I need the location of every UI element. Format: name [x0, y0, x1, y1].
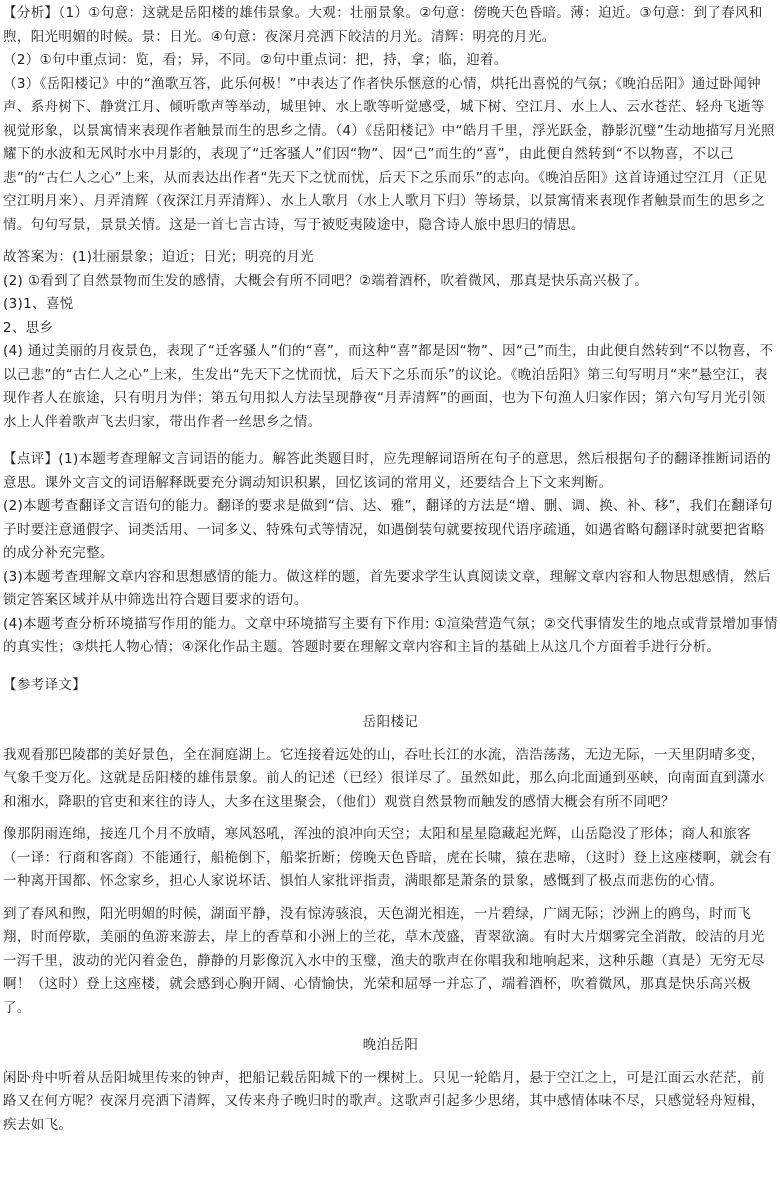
comment-section	[3, 448, 778, 660]
analysis-paragraph: 【分析】（1）①句意：这就是岳阳楼的雄伟景象。大观：壮丽景象。②句意：傍晚天色昏暗。薄：迫近。③句意：到了春风和煦，阳光明媚的时候。景：日光。④句意：夜深月亮洒下皎洁的月光。清辉：明亮的月光。	[3, 5, 763, 45]
comment-line: 【点评】(1)本题考查理解文言词语的能力。解答此类题目时，应先理解词语所在句子的意思，然后根据句子的翻译推断词语的意思。课外文言文的词语解释既要充分调动知识积累，回忆该词的常用义，还要结合上下文来判断。	[3, 451, 772, 491]
translation-title: 岳阳楼记	[362, 714, 419, 730]
translation-section	[3, 674, 778, 1138]
comment-line: (3)本题考查理解文章内容和思想感情的能力。做这样的题，首先要求学生认真阅读文章，理解文章内容和人物思想感情，然后锁定答案区域并从中筛选出符合题目要求的语句。	[3, 568, 772, 608]
answer-line: (4) 通过美丽的月夜景色，表现了“迁客骚人”们的“喜”，而这种“喜”都是因“物”、因“己”而生，由此便自然转到“不以物喜，不以己悲”的“古仁人之心”上来，生发出“先天下之忧而忧，后天下之乐而乐”的议论。《晚泊岳阳》第三句写明月“来”悬空江，表现作者人在旅途，只有明月为伴；第五句用拟人方法呈现静夜“月弄清辉”的画面，也为下句渔人归家作因；第六句写月光引领水上人伴着歌声飞去归家，带出作者一丝思乡之情。	[3, 343, 774, 430]
translation-paragraph: 闲卧舟中听着从岳阳城里传来的钟声，把船记载岳阳城下的一棵树上。只见一轮皓月，悬于空江之上，可是江面云水茫茫，前路又在何方呢？夜深月亮洒下清辉，又传来舟子晚归时的歌声。这歌声引起多少思绪，其中感情体味不尽，只感觉轻舟短楫，疾去如飞。	[3, 1069, 765, 1133]
analysis-paragraph: （2）①句中重点词：览，看；异，不同。②句中重点词：把，持，拿；临，迎着。	[3, 52, 508, 68]
answer-line: (3)1、喜悦	[3, 296, 74, 312]
translation-paragraph: 到了春风和煦，阳光明媚的时候，湖面平静，没有惊涛骇浪，天色湖光相连，一片碧绿，广阔无际；沙洲上的鸥鸟，时而飞翔，时而停歇，美丽的鱼游来游去，岸上的香草和小洲上的兰花，草木茂盛，青翠欲滴。有时大片烟雾完全消散，皎洁的月光一泻千里，波动的光闪着金色，静静的月影像沉入水中的玉璧，渔夫的歌声在你唱我和地响起来，这种乐趣（真是）无穷无尽啊！（这时）登上这座楼，就会感到心胸开阔、心情愉快，光荣和屈辱一并忘了，端着酒杯，吹着微风，那真是快乐高兴极了。	[3, 905, 765, 1016]
analysis-section	[3, 2, 778, 237]
translation-title: 晚泊岳阳	[362, 1037, 419, 1053]
translation-header: 【参考译文】	[3, 676, 87, 693]
answer-section	[3, 246, 778, 434]
translation-paragraph: 我观看那巴陵郡的美好景色，全在洞庭湖上。它连接着远处的山，吞吐长江的水流，浩浩荡荡，无边无际，一天里阴晴多变，气象千变万化。这就是岳阳楼的雄伟景象。前人的记述（已经）很详尽了。虽然如此，那么向北面通到巫峡，向南面直到潇水和湘水，降职的官吏和来往的诗人，大多在这里聚会，（他们）观赏自然景物而触发的感情大概会有所不同吧？	[3, 746, 765, 810]
answer-line: (2) ①看到了自然景物而生发的感情，大概会有所不同吧？②端着酒杯，吹着微风，那真是快乐高兴极了。	[3, 272, 649, 289]
comment-line: (4)本题考查分析环境描写作用的能力。文章中环境描写主要有下作用: ①渲染营造气氛；②交代事情发生的地点或背景增加事情的真实性；③烘托人物心情；④深化作品主题。答题时要在理解文章内容和主旨的基础上从这几个方面着手进行分析。	[3, 615, 778, 655]
translation-paragraph: 像那阴雨连绵，接连几个月不放晴，寒风怒吼，浑浊的浪冲向天空；太阳和星星隐藏起光辉，山岳隐没了形体；商人和旅客（一译：行商和客商）不能通行，船桅倒下，船桨折断；傍晚天色昏暗，虎在长啸，猿在悲啼，（这时）登上这座楼啊，就会有一种离开国都、怀念家乡，担心人家说坏话、惧怕人家批评指责，满眼都是萧条的景象，感慨到了极点而悲伤的心情。	[3, 826, 772, 889]
answer-line: 故答案为：(1)壮丽景象；迫近；日光；明亮的月光	[3, 249, 315, 265]
answer-line: 2、思乡	[3, 319, 54, 336]
analysis-paragraph: （3）《岳阳楼记》中的“渔歌互答，此乐何极！”中表达了作者快乐惬意的心情，烘托出喜悦的气氛；《晚泊岳阳》通过卧闻钟声、系舟树下、静赏江月、倾听歌声等举动，城里钟、水上歌等听觉感受，城下树、空江月、水上人、云水苍茫、轻舟飞逝等视觉形象，以景寓情来表现作者触景而生的思乡之情。（4）《岳阳楼记》中“皓月千里，浮光跃金，静影沉璧”生动地描写月光照耀下的水波和无风时水中月影的，表现了“迁客骚人”们因“物”、因“己”而生的“喜”，由此便自然转到“不以物喜，不以己悲”的“古仁人之心”上来，从而表达出作者“先天下之忧而忧，后天下之乐而乐”的志向。《晚泊岳阳》这首诗通过空江月（正见空江明月来）、月弄清辉（夜深江月弄清辉）、水上人歌月（水上人歌月下归）等场景，以景寓情来表现作者触景而生的思乡之情。句句写景，景景关情。这是一首七言古诗，写于被贬夷陵途中，隐含诗人旅中思归的情思。	[3, 75, 775, 233]
comment-line: (2)本题考查翻译文言语句的能力。翻译的要求是做到“信、达、雅”，翻译的方法是“增、删、调、换、补、移”，我们在翻译句子时要注意通假字、词类活用、一词多义、特殊句式等情况，如遇倒装句就要按现代语序疏通，如遇省略句翻译时就要把省略的成分补充完整。	[3, 498, 773, 561]
